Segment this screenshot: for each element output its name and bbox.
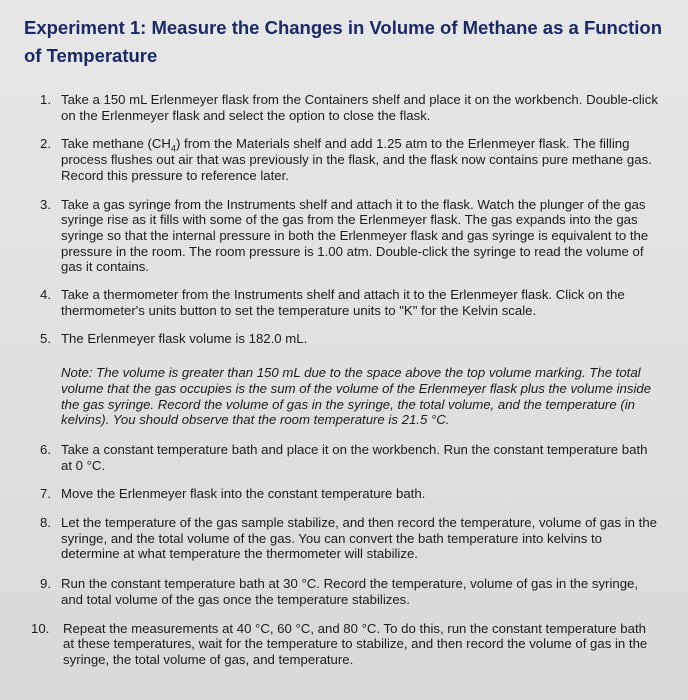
step-10 (31, 620, 658, 668)
step-number: 5. (40, 331, 51, 347)
step-text: Repeat the measurements at 40 °C, 60 °C, and 80 °C. To do this, run the constant temperature bath at these temperatures, wait for the temperature to stabilize, and then record the volume of gas in the syringe, the total volume of gas, and temperature. (63, 620, 648, 667)
step-number: 6. (40, 441, 51, 457)
step-note: Note: The volume is greater than 150 mL due to the space above the top volume marking. The total volume that the gas occupies is the sum of the volume of the Erlenmeyer flask plus the volume inside the gas syringe. Record the volume of gas in the syringe, the total volume, and the temperature (in kelvins). You should observe that the room temperature is 21.5 °C. (61, 365, 652, 428)
procedure-list (31, 92, 658, 668)
step-text-part-1: Take methane (CH (61, 136, 171, 152)
step-number: 3. (40, 196, 51, 212)
step-text: Take a thermometer from the Instruments shelf and attach it to the Erlenmeyer flask. Click on the thermometer's units button to set the temperature units to "K" for the Kelvin scale. (61, 287, 625, 318)
step-5 (40, 331, 658, 428)
step-text-part-2: ) from the Materials shelf and add 1.25 atm to the Erlenmeyer flask. The filling process flushes out air that was previously in the flask, and the flask now contains pure methane gas. Record this pressure to reference later. (61, 136, 652, 183)
step-number: 1. (40, 92, 51, 107)
step-number: 10. (31, 620, 50, 636)
step-2 (40, 136, 658, 183)
step-number: 8. (40, 515, 51, 531)
step-text: Take a constant temperature bath and place it on the workbench. Run the constant temperature bath at 0 °C. (61, 441, 648, 473)
step-number: 4. (40, 287, 51, 303)
step-text: Move the Erlenmeyer flask into the constant temperature bath. (61, 486, 426, 502)
step-3 (40, 197, 658, 276)
step-text: Take a 150 mL Erlenmeyer flask from the Containers shelf and place it on the workbench. Double-click on the Erlenmeyer flask and select the option to close the flask. (61, 92, 658, 123)
step-text: Run the constant temperature bath at 30 °C. Record the temperature, volume of gas in the syringe, and total volume of the gas once the temperature stabilizes. (61, 576, 639, 607)
step-number: 2. (40, 136, 51, 152)
step-1 (40, 92, 658, 123)
step-4 (40, 287, 658, 318)
step-6 (40, 442, 658, 473)
step-number: 9. (40, 576, 51, 592)
step-text: Let the temperature of the gas sample stabilize, and then record the temperature, volume of gas in the syringe, and the total volume of the gas. You can convert the bath temperature into kelvins to determine at what temperature the thermometer will stabilize. (61, 515, 657, 562)
subscript: 4 (170, 144, 176, 155)
step-text: The Erlenmeyer flask volume is 182.0 mL. (61, 331, 308, 347)
step-8 (40, 515, 658, 562)
step-9 (40, 576, 658, 607)
step-7 (40, 486, 658, 502)
page-title: Experiment 1: Measure the Changes in Volume of Methane as a Function of Temperature (24, 17, 663, 66)
step-number: 7. (40, 486, 51, 502)
step-text: Take a gas syringe from the Instruments shelf and attach it to the flask. Watch the plunger of the gas syringe rise as it fills with some of the gas from the Erlenmeyer flask. The gas expands into the gas syringe so that the internal pressure in both the Erlenmeyer flask and gas syringe is equivalent to the pressure in the room. The room pressure is 1.00 atm. Double-click the syringe to read the volume of gas it contains. (61, 196, 649, 275)
